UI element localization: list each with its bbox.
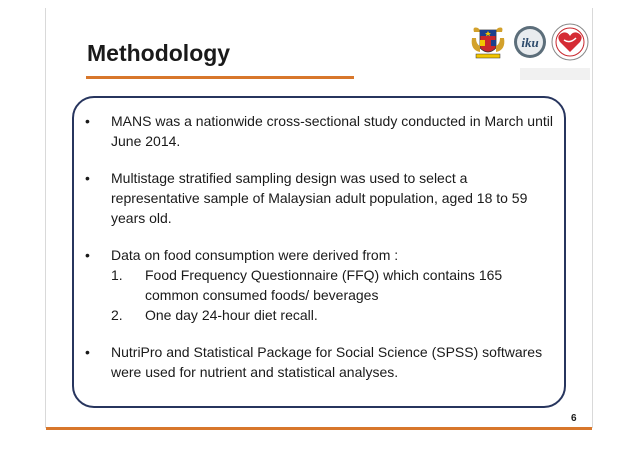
bullet-dot-icon: • <box>85 344 90 360</box>
bullet-text: Multistage stratified sampling design was used to select a representative sample of Malaysian adult population, aged 18 to 59 years old. <box>111 170 528 226</box>
bullet-text: NutriPro and Statistical Package for Social Science (SPSS) softwares were used for nutrient and statistical analyses. <box>111 344 543 380</box>
bullet-item <box>85 111 555 151</box>
subitem-number: 2. <box>111 307 123 323</box>
title-underline <box>86 76 354 79</box>
frame-left-line <box>45 8 46 428</box>
bullet-item <box>85 342 555 382</box>
bullet-dot-icon: • <box>85 247 90 263</box>
bullet-dot-icon: • <box>85 113 90 129</box>
subitem-text: Food Frequency Questionnaire (FFQ) which contains 165 common consumed foods/ beverages <box>145 267 503 303</box>
frame-right-line <box>592 8 593 428</box>
iku-logo-text: iku <box>521 35 539 50</box>
bullet-item <box>85 245 555 325</box>
bullet-text: Data on food consumption were derived from : <box>111 247 399 263</box>
logo-group <box>468 18 590 66</box>
slide-title: Methodology <box>87 40 231 66</box>
subitem-number: 1. <box>111 267 123 283</box>
bullet-item <box>85 168 555 228</box>
numbered-sublist <box>111 265 555 325</box>
footer-line <box>46 427 592 430</box>
faded-watermark <box>520 68 590 80</box>
bullet-list <box>85 111 555 382</box>
malaysia-crest-icon <box>468 22 508 62</box>
subitem-text: One day 24-hour diet recall. <box>145 307 318 323</box>
heart-logo-icon <box>550 20 590 64</box>
numbered-subitem <box>111 305 555 325</box>
bullet-text: MANS was a nationwide cross-sectional study conducted in March until June 2014. <box>111 113 553 149</box>
numbered-subitem <box>111 265 555 305</box>
bullet-dot-icon: • <box>85 170 90 186</box>
iku-logo-icon <box>512 20 548 64</box>
page-number: 6 <box>571 413 577 424</box>
